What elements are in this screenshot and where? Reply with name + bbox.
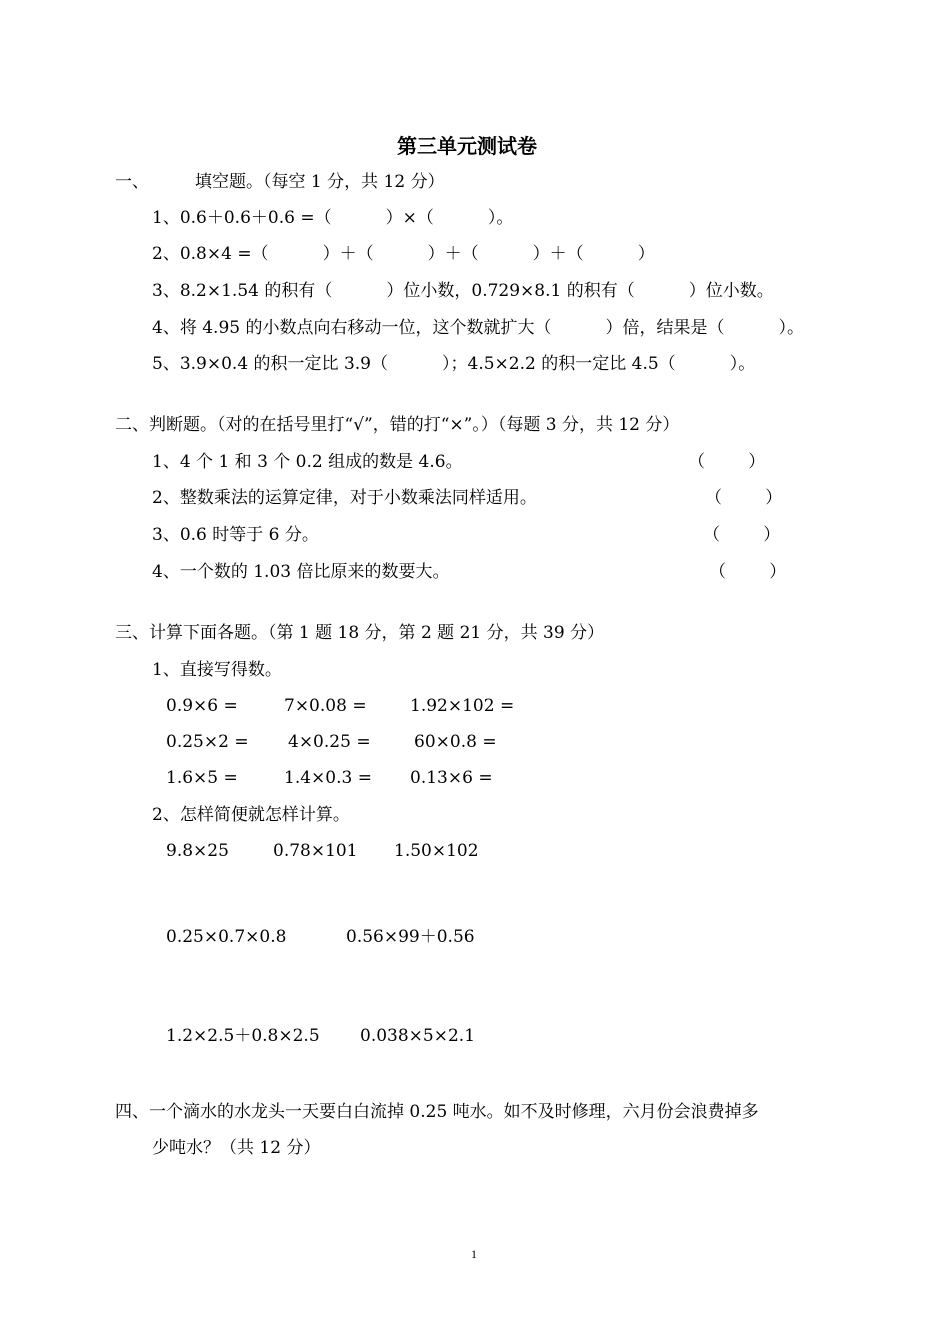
oral-calc-item: 1.92×102 = <box>410 696 515 716</box>
fill-question-1: 1、0.6＋0.6＋0.6 =（ ）×（ ）。 <box>152 208 514 228</box>
section1-heading: 填空题。（每空 1 分，共 12 分） <box>195 172 445 192</box>
simplify-calc-item: 1.2×2.5＋0.8×2.5 <box>166 1026 320 1046</box>
judge-item-1: 1、4 个 1 和 3 个 0.2 组成的数是 4.6。 <box>152 452 463 472</box>
judge-item-2: 2、整数乘法的运算定律，对于小数乘法同样适用。 <box>152 488 537 508</box>
calc-part1-label: 1、直接写得数。 <box>152 660 282 680</box>
fill-question-4: 4、将 4.95 的小数点向右移动一位，这个数就扩大（ ）倍，结果是（ ）。 <box>152 318 805 338</box>
judge-bracket-4: （ ） <box>709 562 787 582</box>
simplify-calc-item: 0.78×101 <box>273 841 358 861</box>
word-problem-line-2: 少吨水？（共 12 分） <box>152 1138 321 1158</box>
simplify-calc-item: 9.8×25 <box>166 841 229 861</box>
judge-bracket-1: （ ） <box>688 452 766 472</box>
page-number: 1 <box>471 1247 477 1261</box>
section3-heading: 三、计算下面各题。（第 1 题 18 分，第 2 题 21 分，共 39 分） <box>115 623 605 643</box>
fill-question-3: 3、8.2×1.54 的积有（ ）位小数，0.729×8.1 的积有（ ）位小数。 <box>152 281 774 301</box>
oral-calc-item: 1.6×5 = <box>166 768 238 788</box>
oral-calc-item: 0.25×2 = <box>166 732 249 752</box>
calc-part2-label: 2、怎样简便就怎样计算。 <box>152 805 350 825</box>
word-problem-line-1: 四、一个滴水的水龙头一天要白白流掉 0.25 吨水。如不及时修理，六月份会浪费掉多 <box>115 1102 759 1122</box>
judge-item-4: 4、一个数的 1.03 倍比原来的数要大。 <box>152 562 450 582</box>
simplify-calc-item: 0.56×99＋0.56 <box>346 927 475 947</box>
fill-question-2: 2、0.8×4 =（ ）＋（ ）＋（ ）＋（ ） <box>152 244 655 264</box>
simplify-calc-item: 0.25×0.7×0.8 <box>166 927 287 947</box>
simplify-calc-item: 0.038×5×2.1 <box>360 1026 476 1046</box>
page-title: 第三单元测试卷 <box>397 134 537 158</box>
oral-calc-item: 7×0.08 = <box>284 696 367 716</box>
oral-calc-item: 1.4×0.3 = <box>284 768 372 788</box>
judge-bracket-3: （ ） <box>703 525 781 545</box>
simplify-calc-item: 1.50×102 <box>394 841 479 861</box>
section1-number: 一、 <box>115 172 149 192</box>
oral-calc-item: 0.13×6 = <box>410 768 493 788</box>
oral-calc-item: 60×0.8 = <box>414 732 497 752</box>
fill-question-5: 5、3.9×0.4 的积一定比 3.9（ ）；4.5×2.2 的积一定比 4.5（ ）。 <box>152 354 756 374</box>
judge-item-3: 3、0.6 时等于 6 分。 <box>152 525 319 545</box>
oral-calc-item: 4×0.25 = <box>288 732 371 752</box>
oral-calc-item: 0.9×6 = <box>166 696 238 716</box>
judge-bracket-2: （ ） <box>705 488 783 508</box>
section2-heading: 二、判断题。（对的在括号里打“√”，错的打“×”。）（每题 3 分，共 12 分） <box>115 415 680 435</box>
